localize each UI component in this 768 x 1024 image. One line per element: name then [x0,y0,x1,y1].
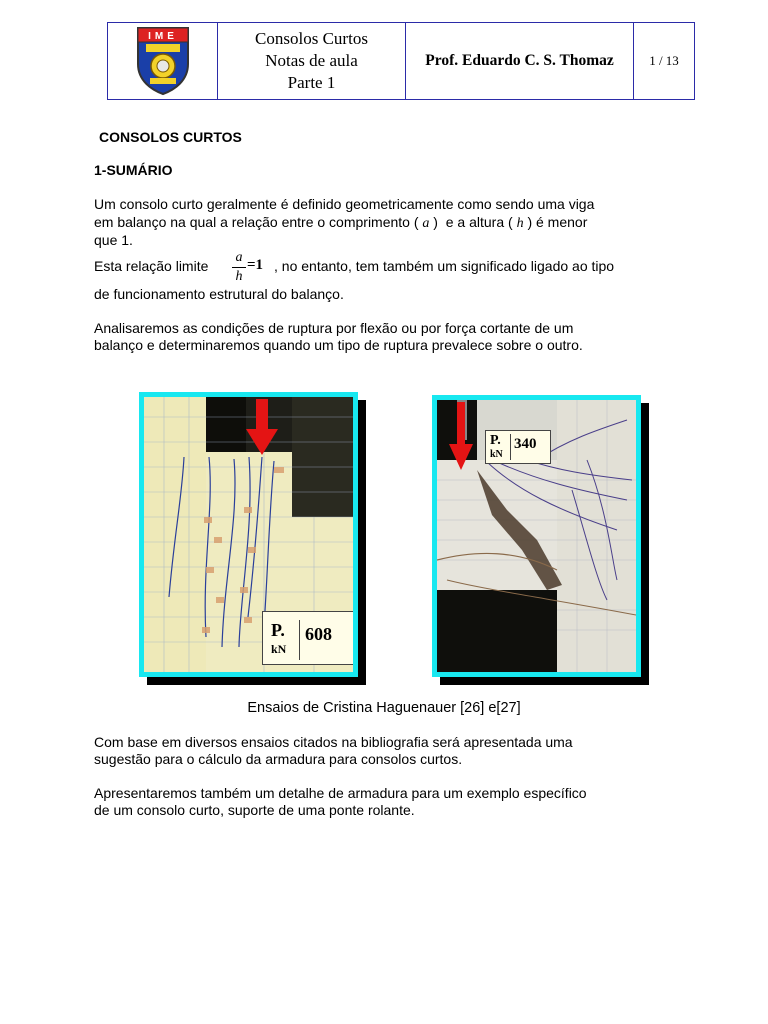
p1-text-b: ) e a altura ( [429,214,517,230]
author-name: Prof. Eduardo C. S. Thomaz [425,52,614,69]
paragraph-1-line-3: que 1. [94,232,133,248]
paragraph-1-line-2 [94,214,664,232]
p1-text-a: em balanço na qual a relação entre o comprimento ( [94,214,423,230]
paragraph-4-line-2: sugestão para o cálculo da armadura para consolos curtos. [94,751,463,767]
right-test-photo [432,395,641,677]
paragraph-3-line-1: Analisaremos as condições de ruptura por flexão ou por força cortante de um [94,320,574,336]
p1-text-c: ) é menor [523,214,588,230]
variable-h: h [516,216,524,231]
author-cell [406,23,634,99]
left-test-photo [139,392,358,677]
left-sign-p: P. [271,620,285,640]
header-table [107,22,695,100]
right-sign-value: 340 [514,436,537,452]
left-load-sign [262,611,356,665]
variable-a: a [422,216,430,231]
formula-numerator: a [235,250,243,265]
heading: CONSOLOS CURTOS [99,129,242,145]
paragraph-5-line-2: de um consolo curto, suporte de uma ponte rolante. [94,802,415,818]
page-number-cell [634,23,694,99]
doc-title-line3: Parte 1 [287,73,336,92]
paragraph-3-line-2: balanço e determinaremos quando um tipo de ruptura prevalece sobre o outro. [94,337,583,353]
paragraph-2-after: , no entanto, tem também um significado ligado ao tipo [274,258,615,274]
formula-fraction [232,250,246,285]
formula-denominator: h [235,269,243,284]
logo-cell [108,23,218,99]
left-sign-kn: kN [271,642,287,656]
paragraph-2-line-2: de funcionamento estrutural do balanço. [94,286,344,302]
doc-title-line1: Consolos Curtos [255,29,368,48]
page-number: 1 / 13 [649,53,679,68]
right-sign-kn: kN [490,449,503,460]
right-load-sign [485,430,551,464]
left-sign-value: 608 [305,624,332,644]
paragraph-2-before: Esta relação limite [94,258,209,274]
doc-title-cell [218,23,406,99]
section-title: 1-SUMÁRIO [94,162,173,178]
paragraph-4-line-1: Com base em diversos ensaios citados na bibliografia será apresentada uma [94,734,573,750]
figure-caption: Ensaios de Cristina Haguenauer [26] e[27] [247,700,521,716]
paragraph-1-line-1: Um consolo curto geralmente é definido geometricamente como sendo uma viga [94,196,595,212]
right-sign-divider [510,434,511,460]
formula-equals: =1 [247,257,264,273]
right-sign-p: P. [490,433,501,448]
fraction-bar [232,267,246,268]
crest-letters: IME [147,31,178,42]
doc-title-line2: Notas de aula [265,51,358,70]
paragraph-5-line-1: Apresentaremos também um detalhe de armadura para um exemplo específico [94,785,587,801]
ime-crest-icon [136,26,190,96]
left-sign-divider [299,620,300,660]
